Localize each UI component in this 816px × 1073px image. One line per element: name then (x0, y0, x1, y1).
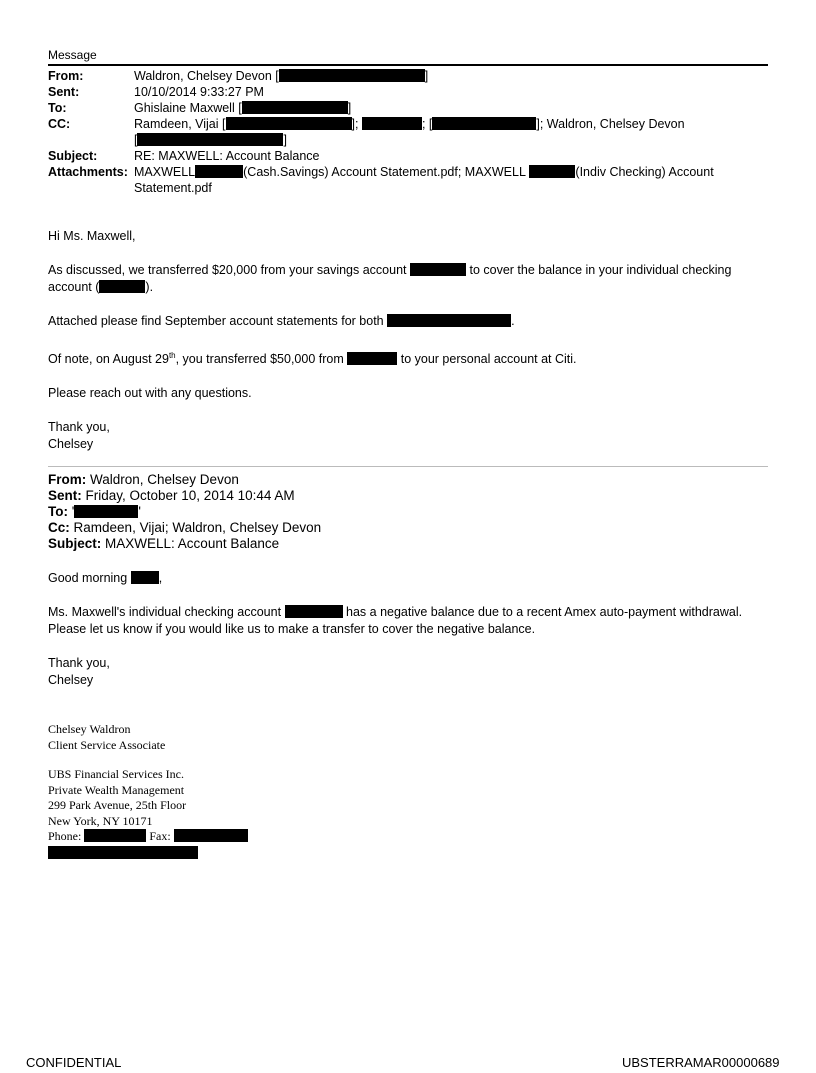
forwarded-body (48, 570, 778, 689)
cc-open: [ (134, 133, 138, 147)
cc-close: ] (283, 133, 287, 147)
closing: Thank you, Chelsey (48, 420, 110, 452)
paragraph: Ms. Maxwell's individual checking account has a negative balance due to a recent Amex auto-payment withdrawal. Please let us know if you would like us to make a transfer to cover the negative balance. (48, 605, 743, 636)
paragraph: Please reach out with any questions. (48, 386, 252, 401)
attachment-link[interactable]: (Indiv Checking) Account (575, 165, 714, 179)
redaction (279, 69, 425, 82)
redaction (362, 117, 422, 130)
header-cc-row-2 (48, 132, 768, 148)
fwd-subject-row: Subject: MAXWELL: Account Balance (48, 536, 280, 551)
redaction (174, 829, 248, 842)
fwd-sent-row: Sent: Friday, October 10, 2014 10:44 AM (48, 488, 295, 503)
sent-value: 10/10/2014 9:33:27 PM (134, 85, 264, 99)
redaction (99, 280, 145, 293)
reply-body (48, 228, 768, 453)
from-value: Waldron, Chelsey Devon [ (134, 69, 279, 83)
forwarded-header (48, 472, 768, 552)
email-header (48, 68, 768, 196)
to-close: ] (347, 101, 352, 115)
redaction (387, 314, 511, 327)
attachments-label: Attachments: (48, 165, 128, 179)
fwd-to-row: To: ' ' (48, 504, 141, 519)
cc-sep: ; [ (421, 117, 433, 131)
redaction (529, 165, 575, 178)
redaction (74, 505, 138, 518)
paragraph: As discussed, we transferred $20,000 from your savings account to cover the balance in your individual checking account ( ). (48, 263, 732, 294)
paragraph: Of note, on August 29th, you transferred $50,000 from to your personal account at Citi. (48, 351, 577, 367)
sig-phone-label: Phone: (48, 829, 82, 843)
redaction (131, 571, 159, 584)
fwd-cc-row: Cc: Ramdeen, Vijai; Waldron, Chelsey Devon (48, 520, 322, 535)
header-cc-row (48, 116, 768, 132)
to-label: To: (48, 101, 67, 115)
header-attachments-row-2 (48, 180, 768, 196)
from-close: ] (424, 69, 429, 83)
signature-block (48, 722, 448, 875)
sig-address: 299 Park Avenue, 25th Floor (48, 798, 187, 812)
cc-sep: ]; (351, 117, 359, 131)
subject-label: Subject: (48, 149, 98, 163)
fwd-from-row: From: Waldron, Chelsey Devon (48, 472, 239, 487)
redaction (48, 846, 198, 859)
message-label: Message (48, 48, 97, 62)
to-value: Ghislaine Maxwell [ (134, 101, 242, 115)
header-subject-row (48, 148, 768, 164)
from-label: From: (48, 69, 84, 83)
redaction (242, 101, 348, 114)
cc-label: CC: (48, 117, 71, 131)
message-separator (48, 466, 768, 467)
redaction (410, 263, 466, 276)
sig-fax-label: Fax: (149, 829, 171, 843)
attachment-link[interactable]: Statement.pdf (134, 181, 212, 195)
confidential-label: CONFIDENTIAL (26, 1055, 122, 1070)
sig-company: UBS Financial Services Inc. (48, 767, 184, 781)
sig-city: New York, NY 10171 (48, 813, 153, 828)
cc-value: Ramdeen, Vijai [ (134, 117, 226, 131)
header-attachments-row (48, 164, 768, 180)
greeting: Good morning , (48, 571, 163, 585)
sig-name: Chelsey Waldron (48, 722, 131, 736)
subject-value: RE: MAXWELL: Account Balance (134, 149, 320, 163)
redaction (347, 352, 397, 365)
bates-number: UBSTERRAMAR00000689 (622, 1055, 780, 1070)
closing: Thank you, Chelsey (48, 656, 110, 687)
redaction (84, 829, 146, 842)
redaction (226, 117, 352, 130)
paragraph: Attached please find September account statements for both . (48, 314, 515, 328)
redaction (285, 605, 343, 618)
header-to-row (48, 100, 768, 116)
sig-division: Private Wealth Management (48, 782, 185, 797)
attachment-link[interactable]: MAXWELL (134, 165, 196, 179)
header-divider (48, 64, 768, 66)
attachment-link[interactable]: (Cash.Savings) Account Statement.pdf; MAXWELL (243, 165, 526, 179)
sig-title: Client Service Associate (48, 737, 166, 752)
redaction (137, 133, 283, 146)
redaction (432, 117, 536, 130)
header-from-row (48, 68, 768, 84)
header-sent-row (48, 84, 768, 100)
sent-label: Sent: (48, 85, 80, 99)
greeting: Hi Ms. Maxwell, (48, 229, 136, 243)
cc-value-2: ]; Waldron, Chelsey Devon (536, 117, 685, 131)
redaction (195, 165, 243, 178)
